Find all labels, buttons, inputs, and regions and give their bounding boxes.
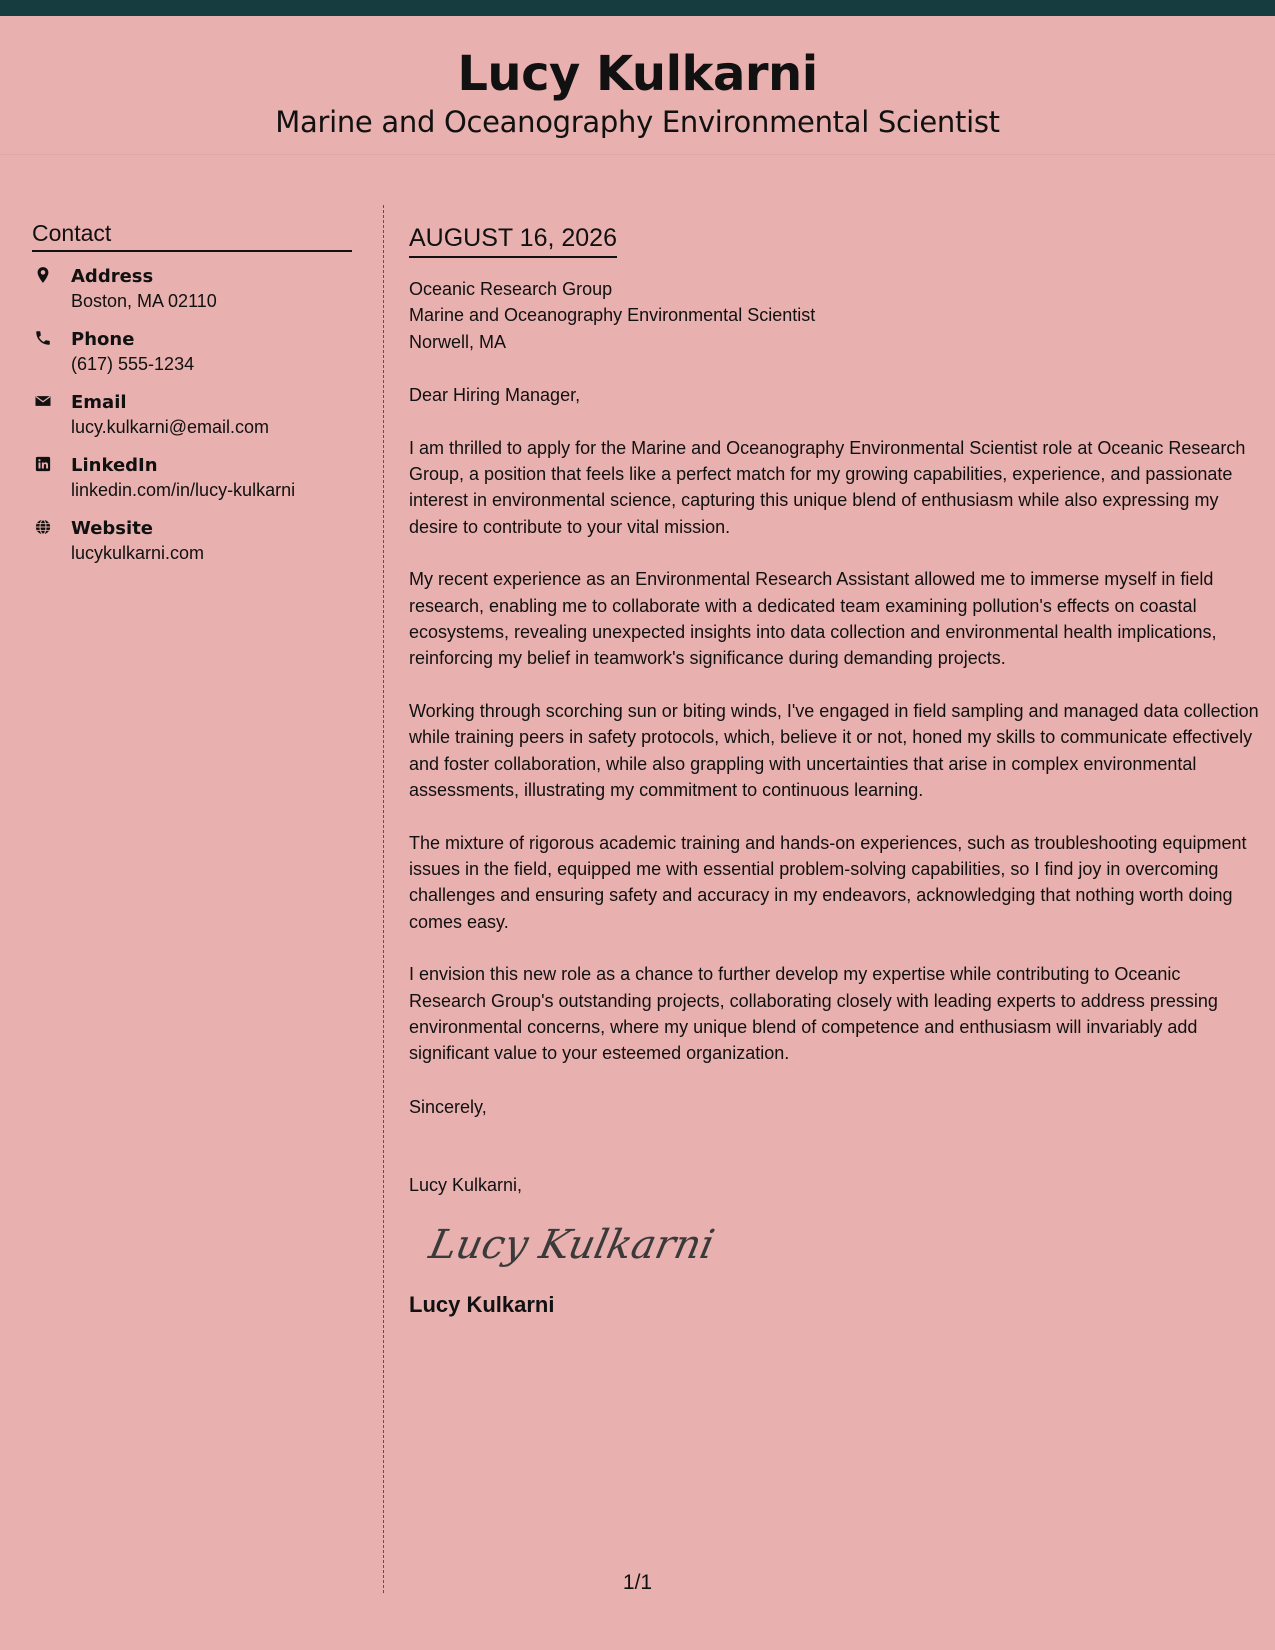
- contact-email: [32, 390, 352, 440]
- recipient-company: Oceanic Research Group: [409, 279, 613, 299]
- contact-heading: Contact: [32, 218, 352, 252]
- contact-value: lucy.kulkarni@email.com: [71, 417, 269, 437]
- contact-sidebar: [32, 218, 352, 579]
- salutation: Dear Hiring Manager,: [409, 385, 581, 406]
- recipient-location: Norwell, MA: [409, 331, 507, 352]
- contact-label: Email: [71, 392, 127, 413]
- map-pin-icon: [34, 266, 52, 284]
- top-accent-bar: [0, 0, 1275, 16]
- letter-paragraph: Working through scorching sun or biting winds, I've engaged in field sampling and managed data collection while training peers in safety protocols, which, believe it or not, honed my skills to communicate effectively and foster collaboration, while also grappling with uncertainties that arise in complex environmental assessments, illustrating my commitment to continuous learning.: [409, 700, 1259, 801]
- recipient-position: Marine and Oceanography Environmental Scientist: [409, 305, 816, 326]
- letter-body: [409, 222, 1259, 1319]
- letter-date: AUGUST 16, 2026: [409, 222, 617, 258]
- linkedin-icon: [34, 455, 52, 473]
- letter-paragraph: I am thrilled to apply for the Marine and Oceanography Environmental Scientist role at Oceanic Research Group, a position that feels like a perfect match for my growing capabilities, experience, and passionate interest in environmental science, capturing this unique blend of enthusiasm while also expressing my desire to contribute to your vital mission.: [409, 437, 1246, 537]
- contact-value: linkedin.com/in/lucy-kulkarni: [71, 480, 296, 500]
- signoff-name: Lucy Kulkarni,: [409, 1175, 523, 1196]
- printed-name: Lucy Kulkarni: [409, 1291, 555, 1317]
- column-divider: [383, 205, 384, 1593]
- contact-value: Boston, MA 02110: [71, 291, 217, 311]
- page-number: 1/1: [622, 1571, 653, 1594]
- applicant-name: Lucy Kulkarni: [457, 46, 818, 102]
- contact-label: Phone: [71, 329, 135, 350]
- letter-paragraph: My recent experience as an Environmental Research Assistant allowed me to immerse myself in field research, enabling me to collaborate with a dedicated team examining pollution's effects on coastal ecosystems, revealing unexpected insights into data collection and environmental health implications, reinforcing my belief in teamwork's significance during demanding projects.: [409, 569, 1217, 669]
- handwritten-signature: Lucy Kulkarni: [425, 1221, 719, 1268]
- phone-icon: [34, 329, 52, 347]
- contact-website: [32, 516, 352, 566]
- closing: Sincerely,: [409, 1096, 487, 1117]
- contact-phone: [32, 327, 352, 377]
- contact-label: Website: [71, 518, 154, 539]
- contact-value: lucykulkarni.com: [71, 543, 205, 563]
- letter-paragraph: The mixture of rigorous academic training and hands-on experiences, such as troubleshooting equipment issues in the field, equipped me with essential problem-solving capabilities, so I find joy in overcoming challenges and ensuring safety and accuracy in my endeavors, acknowledging that nothing worth doing comes easy.: [409, 832, 1247, 932]
- recipient-block: [409, 276, 1259, 355]
- letter-header: [0, 16, 1275, 155]
- applicant-title: Marine and Oceanography Environmental Scientist: [275, 105, 1000, 139]
- letter-paragraph: I envision this new role as a chance to further develop my expertise while contributing to Oceanic Research Group's outstanding projects, collaborating closely with leading experts to address pressing environmental concerns, where my unique blend of competence and enthusiasm will invariably add significant value to your esteemed organization.: [409, 964, 1218, 1064]
- contact-value: (617) 555-1234: [71, 354, 195, 374]
- globe-icon: [34, 518, 52, 536]
- contact-address: [32, 264, 352, 314]
- envelope-icon: [34, 392, 52, 410]
- contact-linkedin: [32, 453, 352, 503]
- contact-label: Address: [71, 266, 154, 287]
- contact-label: LinkedIn: [71, 455, 158, 476]
